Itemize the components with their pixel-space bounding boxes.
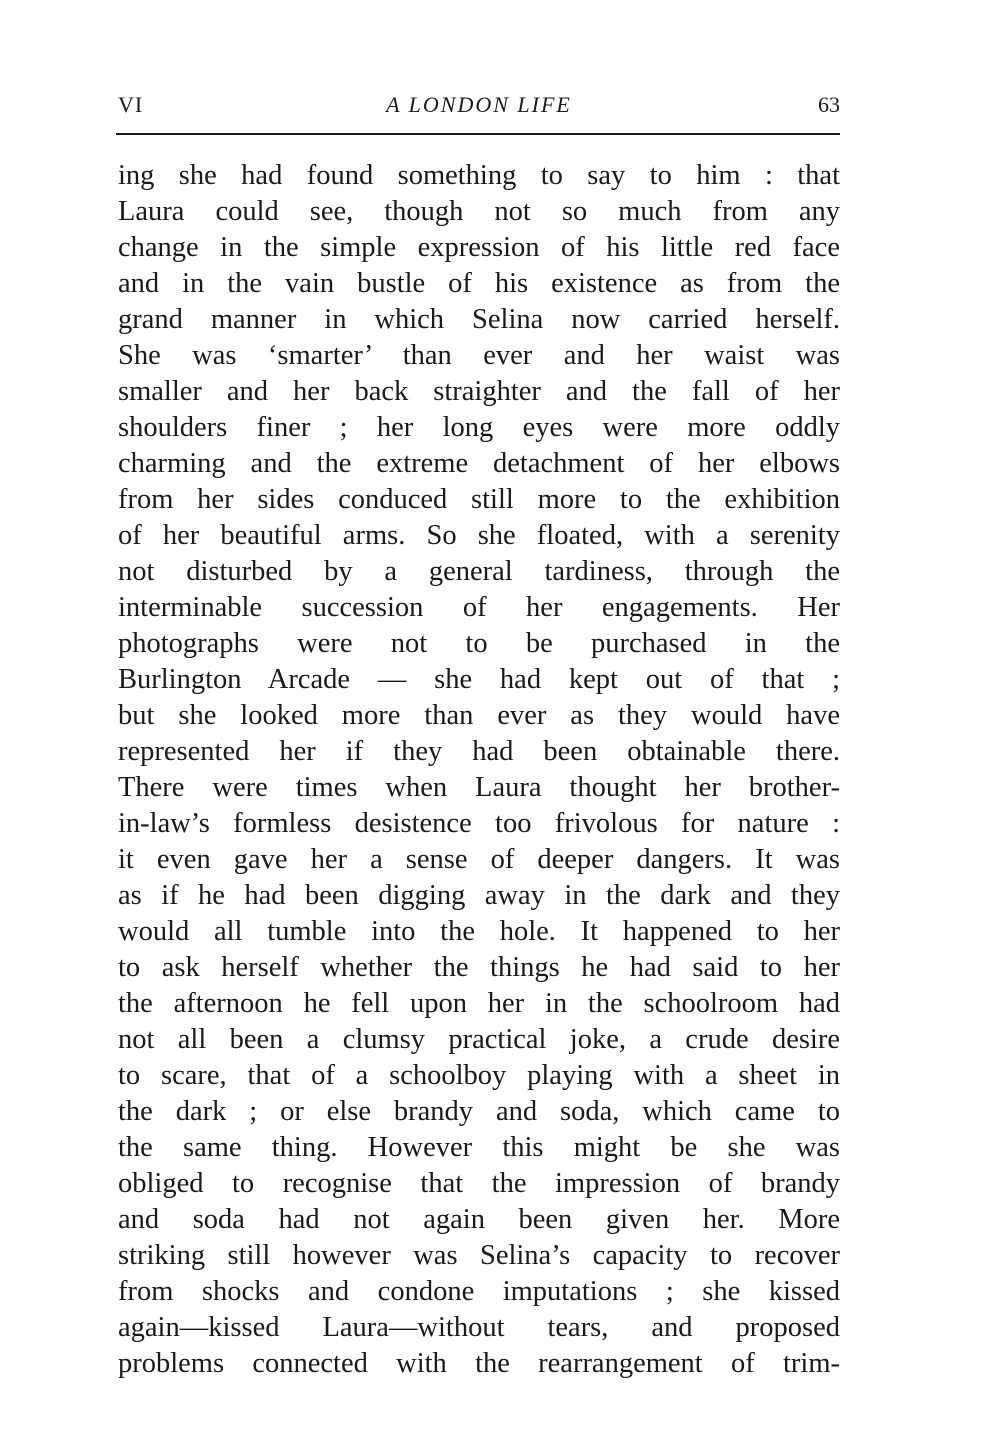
page-number: 63 (818, 92, 840, 117)
text-line: striking still however was Selina’s capacity to recover (118, 1240, 840, 1271)
text-line: There were times when Laura thought her brother- (118, 772, 840, 803)
page-header (118, 92, 840, 128)
text-line: it even gave her a sense of deeper dangers. It was (118, 844, 840, 875)
body-text (118, 158, 840, 1382)
text-line: problems connected with the rearrangement of trim- (118, 1348, 840, 1379)
text-line: grand manner in which Selina now carried herself. (118, 304, 840, 335)
text-line: in-law’s formless desistence too frivolous for nature : (118, 808, 840, 839)
text-line: charming and the extreme detachment of her elbows (118, 448, 840, 479)
text-line: Burlington Arcade — she had kept out of that ; (118, 664, 840, 695)
text-line: interminable succession of her engagements. Her (118, 592, 840, 623)
text-line: from her sides conduced still more to the exhibition (118, 484, 840, 515)
chapter-number: VI (118, 92, 144, 117)
text-line: and in the vain bustle of his existence as from the (118, 268, 840, 299)
text-line: again—kissed Laura—without tears, and proposed (118, 1312, 840, 1343)
text-line: the afternoon he fell upon her in the schoolroom had (118, 988, 840, 1019)
text-line: from shocks and condone imputations ; she kissed (118, 1276, 840, 1307)
text-line: photographs were not to be purchased in the (118, 628, 840, 659)
text-line: not disturbed by a general tardiness, through the (118, 556, 840, 587)
text-line: change in the simple expression of his little red face (118, 232, 840, 263)
text-line: smaller and her back straighter and the fall of her (118, 376, 840, 407)
text-line: of her beautiful arms. So she floated, with a serenity (118, 520, 840, 551)
text-line: but she looked more than ever as they would have (118, 700, 840, 731)
text-line: not all been a clumsy practical joke, a crude desire (118, 1024, 840, 1055)
text-line: to scare, that of a schoolboy playing with a sheet in (118, 1060, 840, 1091)
header-rule (116, 133, 840, 135)
text-line: the dark ; or else brandy and soda, which came to (118, 1096, 840, 1127)
text-line: shoulders finer ; her long eyes were more oddly (118, 412, 840, 443)
text-line: Laura could see, though not so much from any (118, 196, 840, 227)
text-line: ing she had found something to say to him : that (118, 160, 840, 191)
text-line: and soda had not again been given her. More (118, 1204, 840, 1235)
text-line: the same thing. However this might be she was (118, 1132, 840, 1163)
text-line: represented her if they had been obtainable there. (118, 736, 840, 767)
text-line: as if he had been digging away in the dark and they (118, 880, 840, 911)
text-line: to ask herself whether the things he had said to her (118, 952, 840, 983)
running-title: A LONDON LIFE (386, 92, 572, 117)
text-line: obliged to recognise that the impression of brandy (118, 1168, 840, 1199)
text-line: would all tumble into the hole. It happened to her (118, 916, 840, 947)
text-line: She was ‘smarter’ than ever and her waist was (118, 340, 840, 371)
